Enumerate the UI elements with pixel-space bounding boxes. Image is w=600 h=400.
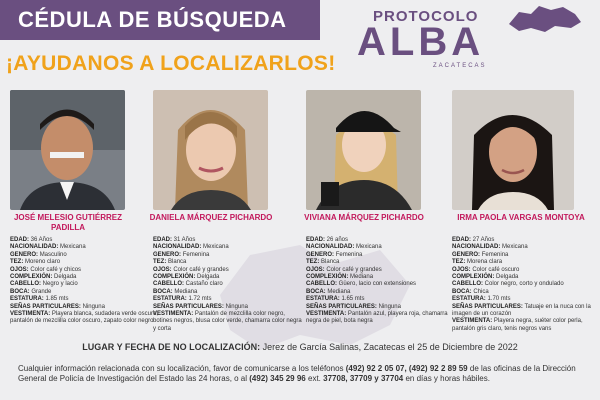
person-photo-1: [10, 90, 125, 210]
detail-row: TEZ: Moreno claro: [10, 259, 61, 266]
detail-row: EDAD: 27 Años: [452, 237, 495, 243]
detail-row: BOCA: Grande: [10, 288, 52, 295]
detail-row: EDAD: 36 Años: [10, 237, 53, 243]
detail-row: ESTATURA: 1.72 mts: [153, 296, 212, 303]
zacatecas-map-icon: [505, 4, 585, 34]
detail-row: CABELLO: Negro y lacio: [10, 281, 78, 288]
detail-row: VESTIMENTA: Playera blanca, sudadera verde oscuro, pantalón de mezclilla color oscuro, zapato color negro: [10, 311, 158, 325]
contact-text: ext.: [308, 374, 321, 383]
detail-row: CABELLO: Color negro, corto y ondulado: [452, 281, 564, 288]
detail-row: EDAD: 26 años: [306, 237, 349, 243]
detail-row: VESTIMENTA: Playera negra, suéter color perla, pantalón gris claro, tenis negros vans: [452, 318, 583, 332]
phone-number: (492) 345 29 96: [249, 374, 306, 383]
contact-info: [18, 364, 588, 384]
logo-alba-text: ALBA: [357, 20, 485, 64]
logo-zacatecas-text: ZACATECAS: [433, 63, 487, 69]
detail-row: OJOS: Color café y chicos: [10, 266, 82, 273]
person-details-4: [452, 237, 592, 333]
location-date-value: Jerez de García Salinas, Zacatecas el 25 de Diciembre de 2022: [262, 342, 518, 352]
detail-row: NACIONALIDAD: Mexicana: [452, 244, 528, 251]
detail-row: CABELLO: Güero, lacio con extensiones: [306, 281, 417, 288]
detail-row: GENERO: Masculino: [10, 251, 67, 258]
detail-row: TEZ: Blanca: [306, 259, 340, 266]
detail-row: SEÑAS PARTICULARES: Tatuaje en la nuca con la imagen de un corazón: [452, 303, 591, 318]
protocolo-alba-logo: [355, 4, 585, 72]
person-photo-2: [153, 90, 268, 210]
person-photo-3: [306, 90, 421, 210]
detail-row: OJOS: Color café y grandes: [306, 266, 382, 273]
detail-row: NACIONALIDAD: Mexicana: [306, 244, 382, 251]
detail-row: TEZ: Blanca: [153, 259, 187, 266]
detail-row: SEÑAS PARTICULARES: Ninguna: [10, 303, 105, 310]
contact-text: en días y horas hábiles.: [405, 374, 490, 383]
detail-row: GENERO: Femenina: [306, 251, 363, 258]
person-photo-4: [452, 90, 574, 210]
man-portrait-icon: [10, 90, 125, 210]
detail-row: GENERO: Femenina: [452, 251, 509, 258]
detail-row: BOCA: Chica: [452, 288, 489, 295]
detail-row: TEZ: Morena clara: [452, 259, 503, 266]
detail-row: GENERO: Femenina: [153, 251, 210, 258]
detail-row: OJOS: Color café y grandes: [153, 266, 229, 273]
person-details-3: [306, 237, 456, 326]
detail-row: VESTIMENTA: Pantalón de mezclilla color negro, botines negros, blusa color verde, chamarra color negra y corta: [153, 311, 302, 332]
location-date-line: [0, 342, 600, 352]
phone-number: (492) 92 2 89 59: [408, 364, 468, 373]
page-title: CÉDULA DE BÚSQUEDA: [18, 7, 287, 32]
detail-row: EDAD: 31 Años: [153, 237, 196, 243]
detail-row: SEÑAS PARTICULARES: Ninguna: [153, 303, 248, 310]
detail-row: SEÑAS PARTICULARES: Ninguna: [306, 303, 401, 310]
detail-row: COMPLEXIÓN: Mediana: [306, 274, 374, 281]
person-name-1: JOSÉ MELESIO GUTIÉRREZ PADILLA: [13, 213, 122, 232]
detail-row: CABELLO: Castaño claro: [153, 281, 223, 288]
detail-row: ESTATURA: 1.65 mts: [306, 296, 365, 303]
phone-extensions: 37708, 37709 y 37704: [323, 374, 404, 383]
woman-with-cap-portrait-icon: [306, 90, 421, 210]
detail-row: ESTATURA: 1.70 mts: [452, 296, 511, 303]
detail-row: BOCA: Mediana: [306, 288, 351, 295]
person-name-2: DANIELA MÁRQUEZ PICHARDO: [149, 213, 273, 222]
woman-dark-hair-portrait-icon: [452, 90, 574, 210]
header-banner: [0, 0, 320, 40]
help-locate-heading: ¡AYUDANOS A LOCALIZARLOS!: [6, 52, 336, 75]
detail-row: COMPLEXIÓN: Delgada: [10, 274, 77, 281]
detail-row: COMPLEXIÓN: Delgada: [452, 274, 519, 281]
contact-text: Cualquier información relacionada con su localización, favor de comunicarse a los teléfonos: [18, 364, 344, 373]
logo-protocolo-text: PROTOCOLO: [373, 8, 479, 25]
detail-row: NACIONALIDAD: Mexicana: [10, 244, 86, 251]
woman-portrait-icon: [153, 90, 268, 210]
detail-row: BOCA: Mediana: [153, 288, 198, 295]
detail-row: ESTATURA: 1.85 mts: [10, 296, 69, 303]
detail-row: VESTIMENTA: Pantalón azul, playera roja, chamarra negra de piel, bota negra: [306, 311, 448, 325]
phone-number: (492) 92 2 05 07,: [345, 364, 407, 373]
detail-row: COMPLEXIÓN: Delgada: [153, 274, 220, 281]
location-date-label: LUGAR Y FECHA DE NO LOCALIZACIÓN:: [82, 342, 261, 352]
person-name-4: IRMA PAOLA VARGAS MONTOYA: [457, 213, 585, 222]
detail-row: OJOS: Color café oscuro: [452, 266, 520, 273]
person-name-3: VIVIANA MÁRQUEZ PICHARDO: [304, 213, 424, 222]
person-details-1: [10, 237, 160, 326]
detail-row: NACIONALIDAD: Mexicana: [153, 244, 229, 251]
contact-text: de las oficinas de la Dirección General de Policía de Investigación del Estado las 24 horas, o al: [18, 364, 576, 383]
person-details-2: [153, 237, 303, 333]
